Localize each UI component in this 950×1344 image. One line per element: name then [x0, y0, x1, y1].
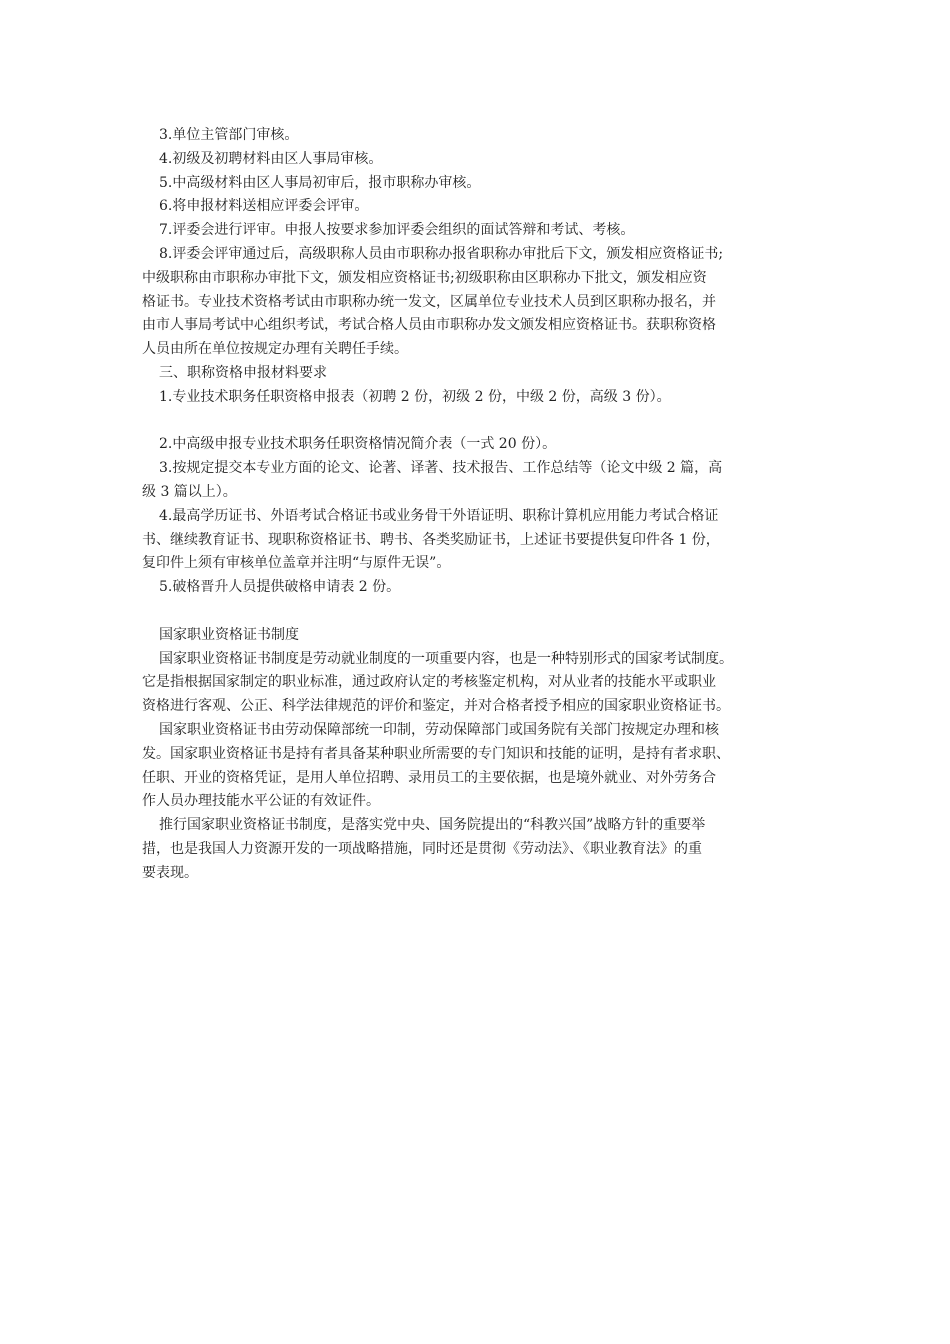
document-page [142, 124, 812, 886]
procedure-step-7 [142, 219, 812, 243]
text-line: 级 3 篇以上）。 [142, 483, 237, 500]
text-line: 4.最高学历证书、外语考试合格证书或业务骨干外语证明、职称计算机应用能力考试合格证 [159, 507, 719, 524]
text-line: 任职、开业的资格凭证，是用人单位招聘、录用员工的主要依据，也是境外就业、对外劳务合 [142, 769, 716, 786]
text-line: 7.评委会进行评审。申报人按要求参加评委会组织的面试答辩和考试、考核。 [159, 222, 635, 239]
procedure-step-4 [142, 148, 812, 172]
text-line: 8.评委会评审通过后，高级职称人员由市职称办报省职称办审批后下文，颁发相应资格证书; [159, 245, 724, 262]
certificate-paragraph-2 [142, 719, 812, 814]
blank-line [142, 410, 812, 434]
text-line: 2.中高级申报专业技术职务任职资格情况简介表（一式 20 份）。 [159, 436, 557, 453]
text-line: 复印件上须有审核单位盖章并注明“与原件无误”。 [142, 555, 451, 572]
text-line: 1.专业技术职务任职资格申报表（初聘 2 份，初级 2 份，中级 2 份，高级 3 份）。 [159, 388, 671, 405]
text-line: 措，也是我国人力资源开发的一项战略措施，同时还是贯彻《劳动法》、《职业教育法》的重 [142, 840, 702, 857]
text-line: 发。国家职业资格证书是持有者具备某种职业所需要的专门知识和技能的证明，是持有者求职、 [142, 745, 730, 762]
text-line: 国家职业资格证书制度是劳动就业制度的一项重要内容，也是一种特别形式的国家考试制度。 [159, 650, 733, 667]
text-line: 格证书。专业技术资格考试由市职称办统一发文，区属单位专业技术人员到区职称办报名，并 [142, 293, 716, 310]
materials-item-1 [142, 386, 812, 410]
text-line: 5.中高级材料由区人事局初审后，报市职称办审核。 [159, 174, 481, 191]
text-line: 3.按规定提交本专业方面的论文、论著、译著、技术报告、工作总结等（论文中级 2 篇，高 [159, 460, 723, 477]
text-line: 作人员办理技能水平公证的有效证件。 [142, 793, 380, 810]
text-line: 人员由所在单位按规定办理有关聘任手续。 [142, 341, 408, 358]
materials-item-2 [142, 433, 812, 457]
text-line: 5.破格晋升人员提供破格申请表 2 份。 [159, 579, 401, 596]
text-line: 书、继续教育证书、现职称资格证书、聘书、各类奖励证书，上述证书要提供复印件各 1 份， [142, 531, 720, 548]
procedure-step-3 [142, 124, 812, 148]
text-line: 6.将申报材料送相应评委会评审。 [159, 198, 369, 215]
certificate-heading [142, 624, 812, 648]
procedure-step-5 [142, 172, 812, 196]
text-line: 它是指根据国家制定的职业标准，通过政府认定的考核鉴定机构，对从业者的技能水平或职业 [142, 674, 716, 691]
text-line: 要表现。 [142, 864, 198, 881]
procedure-step-8 [142, 243, 812, 362]
text-line: 3.单位主管部门审核。 [159, 127, 299, 143]
certificate-paragraph-3 [142, 814, 812, 885]
text-line: 国家职业资格证书由劳动保障部统一印制，劳动保障部门或国务院有关部门按规定办理和核 [159, 721, 719, 738]
text-line: 推行国家职业资格证书制度，是落实党中央、国务院提出的“科教兴国”战略方针的重要举 [159, 817, 706, 834]
text-line: 资格进行客观、公正、科学法律规范的评价和鉴定，并对合格者授予相应的国家职业资格证书。 [142, 698, 730, 715]
certificate-paragraph-1 [142, 648, 812, 719]
materials-item-4 [142, 505, 812, 576]
text-line: 中级职称由市职称办审批下文，颁发相应资格证书;初级职称由区职称办下批文，颁发相应资 [142, 269, 707, 286]
materials-item-5 [142, 576, 812, 600]
materials-item-3 [142, 457, 812, 505]
procedure-step-6 [142, 195, 812, 219]
text-line: 4.初级及初聘材料由区人事局审核。 [159, 150, 383, 167]
section-heading: 国家职业资格证书制度 [159, 626, 299, 643]
section-heading: 三、职称资格申报材料要求 [159, 364, 327, 381]
blank-line [142, 600, 812, 624]
text-line: 由市人事局考试中心组织考试，考试合格人员由市职称办发文颁发相应资格证书。获职称资格 [142, 317, 716, 334]
materials-heading [142, 362, 812, 386]
